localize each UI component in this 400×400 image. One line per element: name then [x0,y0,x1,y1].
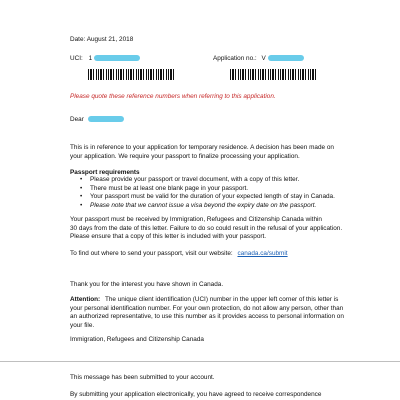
letter-date: Date: August 21, 2018 [70,36,134,43]
application-barcode [230,69,318,80]
application-visible-char: V [261,55,266,62]
requirements-list [80,176,335,210]
agreement-line: By submitting your application electronically, you have agreed to receive correspondence [70,391,322,398]
reference-note: Please quote these reference numbers when referring to this application. [70,93,276,100]
requirements-heading: Passport requirements [70,169,140,176]
uci-label: UCI: [70,55,83,62]
uci-visible-char: 1 [88,55,93,62]
thanks-line: Thank you for the interest you have shown in Canada. [70,281,224,288]
uci-line [70,55,140,63]
requirement-item: • Your passport must be valid for the duration of your expected length of stay in Canada. [80,193,335,202]
attention-line-1 [70,296,338,304]
divider [0,361,400,362]
requirement-item: • Please note that we cannot issue a visa beyond the expiry date on the passport. [80,202,335,211]
intro-line-2: your application. We require your passport to finalize processing your application. [70,152,300,160]
salutation: Dear [70,116,84,123]
name-redaction [88,116,124,122]
application-redaction [268,55,304,61]
uci-redaction [94,55,140,61]
receipt-line-1: Your passport must be received by Immigration, Refugees and Citizenship Canada within [70,216,322,223]
attention-text-1: The unique client identification (UCI) number in the upper left corner of this letter is [104,296,339,303]
website-link[interactable]: canada.ca/submit [237,250,288,257]
uci-barcode [88,69,174,80]
find-out-text: To find out where to send your passport, visit our website: [70,250,233,257]
application-label: Application no.: [213,55,257,62]
application-line [213,55,304,63]
requirement-item: • There must be at least one blank page in your passport. [80,185,335,194]
salutation-line [70,116,124,124]
find-out-line [70,250,288,258]
attention-label: Attention: [70,296,101,303]
attention-line-4: your file. [70,321,95,329]
intro-line-1: This is in reference to your application for temporary residence. A decision has been made on [70,144,334,151]
attention-line-2: your personal identification number. For your own protection, do not allow any person, other than [70,304,344,312]
submitted-message: This message has been submitted to your account. [70,374,215,381]
receipt-line-2: 30 days from the date of this letter. Failure to do so could result in the refusal of your application. [70,224,343,232]
attention-line-3: an authorized representative, to use this number as it provides access to personal information on [70,313,344,320]
requirement-item: • Please provide your passport or travel document, with a copy of this letter. [80,176,335,185]
receipt-line-3: Please ensure that a copy of this letter is included with your passport. [70,233,267,240]
signature: Immigration, Refugees and Citizenship Canada [70,336,204,343]
